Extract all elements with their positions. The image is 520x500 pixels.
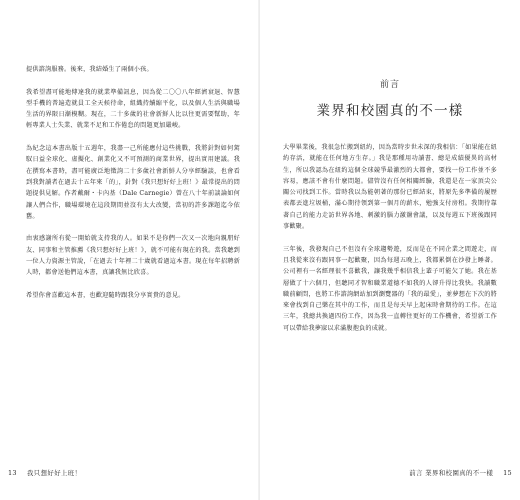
running-header-book-title: 我只想好好上班！ — [26, 469, 82, 477]
right-page — [260, 0, 520, 500]
chapter-title: 業界和校園真的不一樣 — [316, 103, 464, 119]
chapter-label: 前言 — [379, 80, 400, 90]
right-page-body — [283, 142, 497, 334]
page-number: 15 — [503, 469, 512, 477]
page-number: 13 — [8, 469, 17, 477]
running-header-chapter-title: 業界和校園真的不一樣 — [425, 469, 494, 477]
right-page-footer — [409, 468, 512, 477]
paragraph: 三年後，我發現自己不但沒有全球趨勢遊，反而是在不同企業之間遊走，而且我從來沒有跟同事一起歡聚，因為每週五晚上，我都累倒在沙發上睡著。公司裡有一名經理很不喜歡我，讓我幾乎相信我上輩子可能欠了她。我在基層做了十六個月，但聽同才智和職業道德不如我的人卻升得比我快。我讀數職前顧問，也將工作諮詢網站加到瀏覽器的「我的最愛」，並夢想在下次的將來會找到自己樂在其中的工作，而且是每天早上起床時會期待的工作。在這三年，我總共換過四份工作，因為我一直轉往更好的工作機會，希望新工作可以帶給我夢寐以求滿腹抱負的成就。 — [283, 245, 497, 332]
paragraph: 希望你會喜歡這本書，也歡迎隨時跟我分享實貴的意見。 — [26, 291, 185, 299]
left-page-footer — [8, 468, 81, 477]
paragraph: 大學畢業後，我很急忙搬到紐約，因為當時步世未深的我相信：「如果能在紐約存活，就能在任何地方生存。」我是那種用功讀書、總是成績優異的高材生，所以我認為在紐約這個全球競爭最激烈的大都會，要找一份工作並不多容易，應該不會有什麼問題。儘管沒有任何相關經驗，我還是在一家頂尖公關公司找到工作。當時我以為能朝著的那份已經結束，將原先多準備的履歷表都丟進垃圾桶，滿心期待領到第一個月的薪水，勉強支付房租。我期待靠著自己的能力走訪世界各地、刺激的腦力激盪會議，以及每週五下班後跟同事歡聚。 — [283, 144, 497, 231]
paragraph: 為紀念這本書出版十五週年，我盡一己所能應付這些挑戰，我將針對如何駕馭日益全球化、虛擬化、創業化又不可預測的商業世界，提出實用建議。我在撰寫本書時，盡可能廣泛地徵詢二十多歲社會新鮮人分享經驗談，也會看到我對讀者在過去十五年來「的」，針對《我只想好好上班！》最常提出的問題提供見解。作者戴爾・卡內基（Dale Carnegie）曾在八十年前談論如何讓人們合作，職場環境在這段期間並沒有太大改變，當初的許多課題迄今依舊。 — [26, 145, 240, 220]
left-page-body — [26, 64, 240, 301]
paragraph: 提供諮詢服務。後來，我結婚生了兩個小孩。 — [26, 66, 153, 73]
paragraph: 我希望盡可能地傳達我的就業準備訊息，因為從二〇〇八年經濟衰退、智慧型手機的普遍造就員工全天候待命，組織持續縮平化，以及個人生活與職場生活的界限日漸模糊。現在，二十多歲的社會新鮮人比以往更需要幫助，年輕專業人士失業、就業不足和工作倦怠的問題更加嚴峻。 — [26, 88, 240, 130]
running-header-chapter-label: 前言 — [409, 469, 423, 477]
paragraph: 由衷感謝所有從一開始就支持我的人。如果不是你們一次又一次地向親朋好友、同事和主管推薦《我只想好好上班！》，就不可能有現在的我。當我聽到一位人力資源主管說，「在過去十年裡二十歲就看過這本書。現在每年招聘新人時，都會送他們這本書，真讓我無比欣喜。 — [26, 235, 240, 277]
